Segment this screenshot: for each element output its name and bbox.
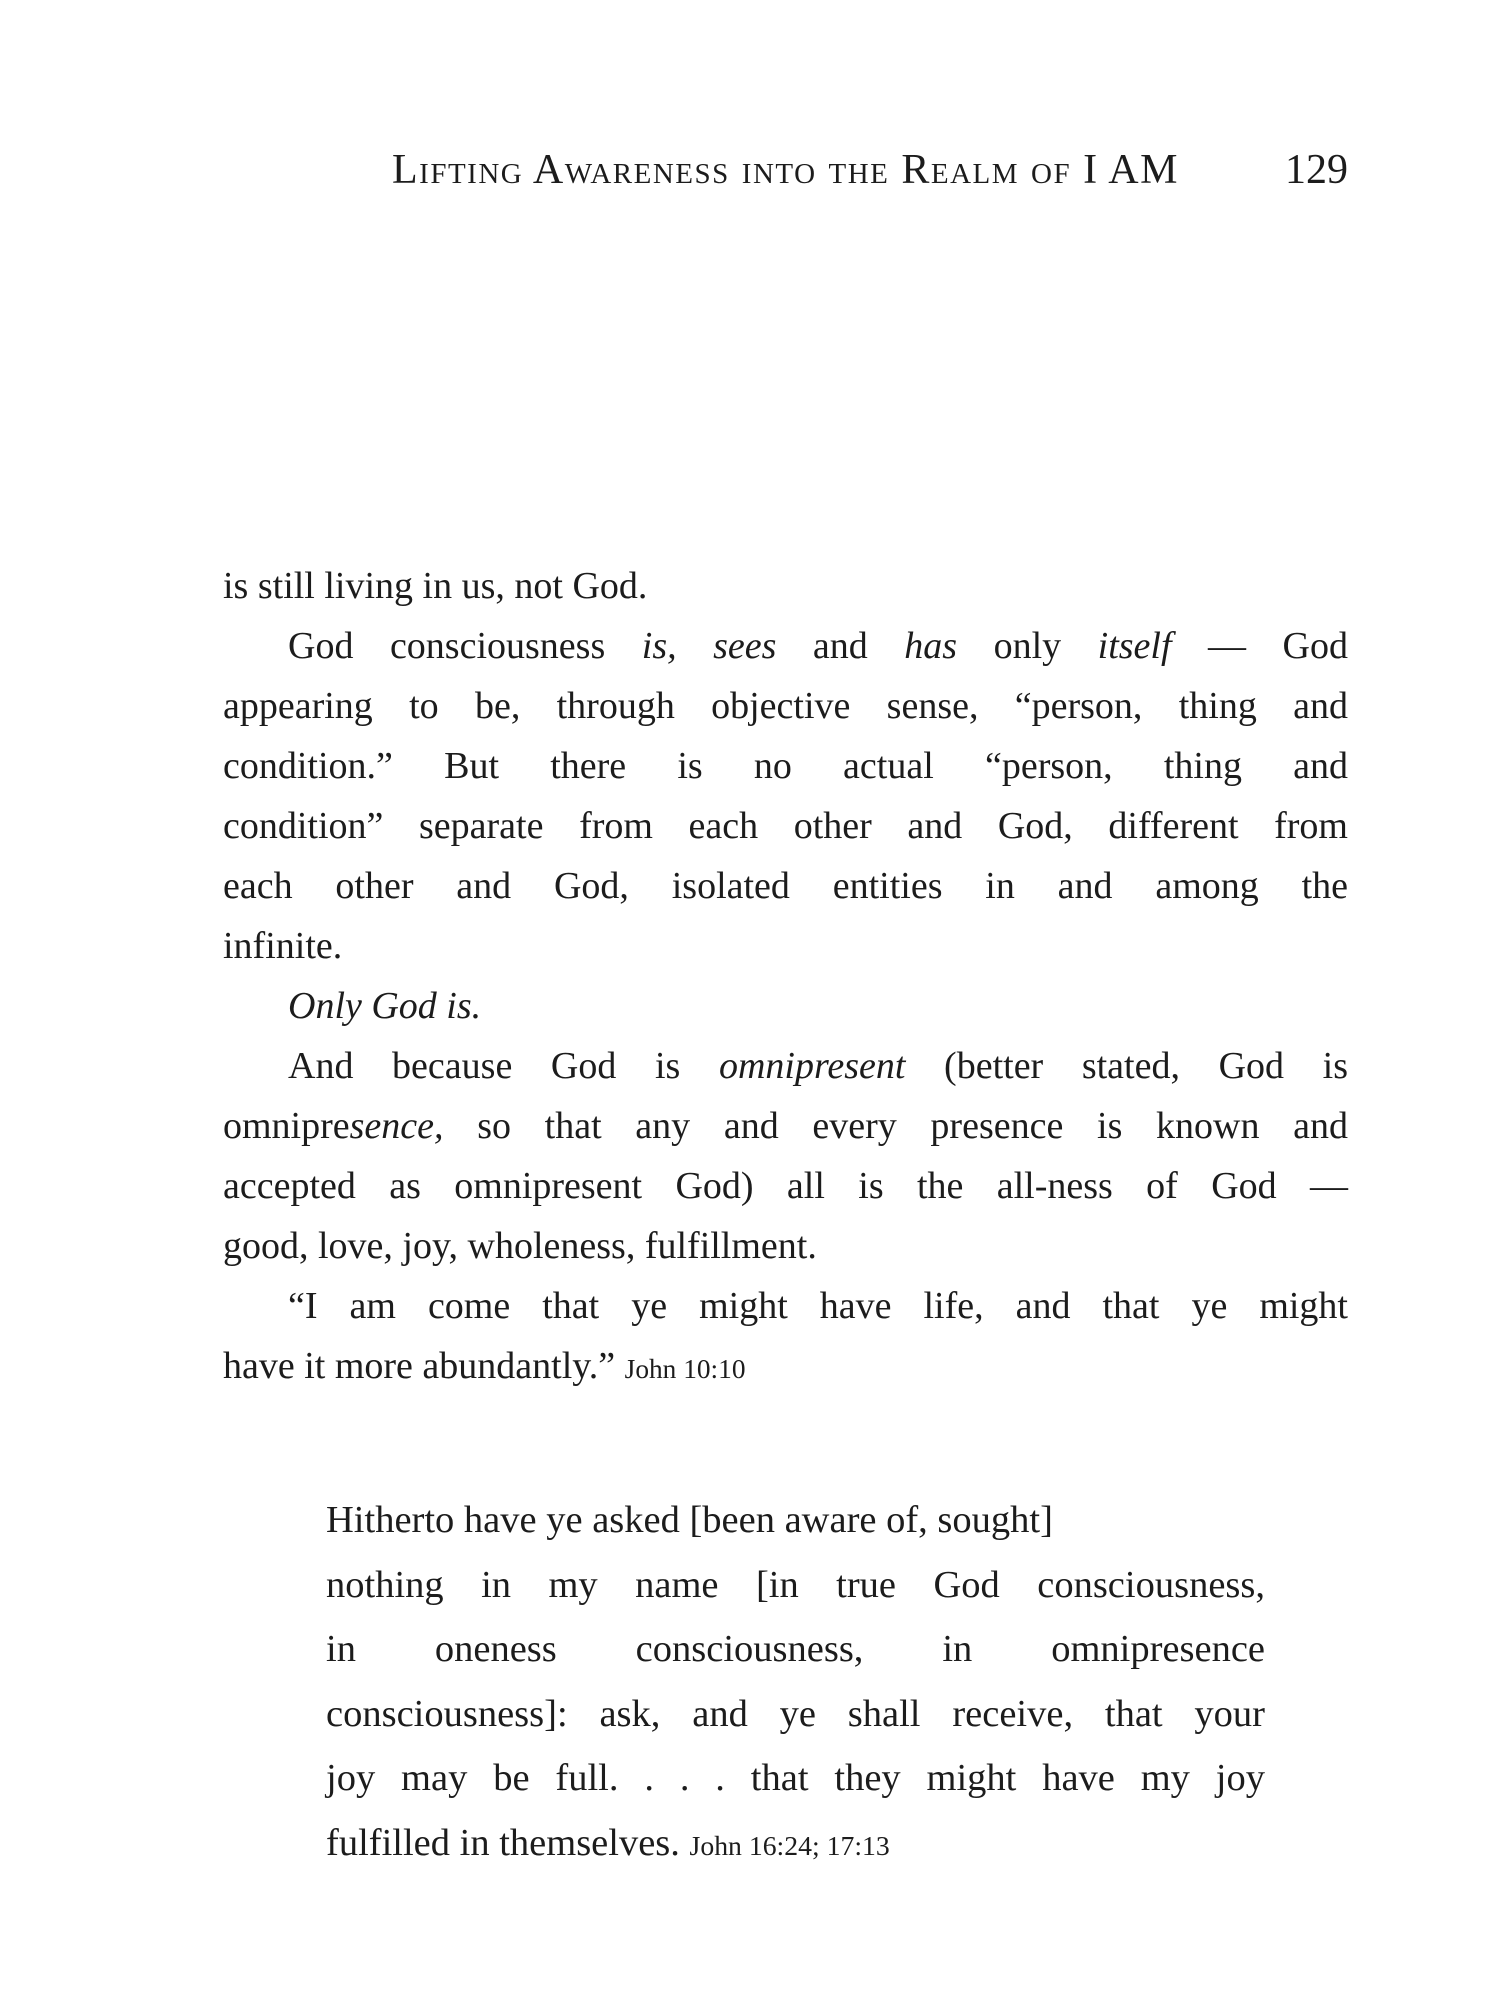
text-line <box>223 676 1348 736</box>
text-line <box>223 1156 1348 1216</box>
text-segment: appearing to be, through objective sense, “person, thing and <box>223 685 1348 727</box>
text-segment: consciousness]: ask, and ye shall receive, that your <box>326 1692 1265 1735</box>
text-line <box>326 1553 1265 1618</box>
text-line <box>223 976 1348 1036</box>
text-segment: And because God is <box>288 1045 719 1087</box>
text-line <box>223 856 1348 916</box>
scripture-citation: John 10:10 <box>624 1354 746 1384</box>
text-segment: condition.” But there is no actual “person, thing and <box>223 745 1348 787</box>
text-segment: has <box>904 625 958 667</box>
text-segment: omnipresent <box>718 1045 906 1087</box>
scripture-citation: John 16:24; 17:13 <box>689 1829 890 1861</box>
text-segment: God consciousness <box>288 625 642 667</box>
text-line <box>223 1096 1348 1156</box>
text-segment: (better stated, God is <box>905 1045 1348 1087</box>
text-segment: each other and God, isolated entities in and among the <box>223 865 1348 907</box>
text-segment: Only God is. <box>288 985 482 1027</box>
text-segment: and <box>776 625 905 667</box>
text-line <box>223 556 1348 616</box>
text-line <box>326 1746 1265 1811</box>
body-text <box>223 556 1348 1399</box>
running-header <box>223 146 1348 194</box>
text-segment: is still living in us, not God. <box>223 565 648 607</box>
text-segment: have it more abundantly.” <box>223 1345 625 1387</box>
text-segment: only <box>957 625 1098 667</box>
text-line <box>223 796 1348 856</box>
text-line <box>326 1811 1265 1879</box>
text-segment: condition” separate from each other and God, different from <box>223 805 1348 847</box>
text-segment: so that any and every presence is known and <box>443 1105 1348 1147</box>
text-segment: in oneness consciousness, in omnipresence <box>326 1628 1265 1670</box>
text-segment: accepted as omnipresent God) all is the all-ness of God — <box>223 1165 1348 1207</box>
text-segment: infinite. <box>223 925 343 967</box>
block-quote <box>326 1488 1265 1878</box>
text-segment: Hitherto have ye asked [been aware of, sought] <box>326 1499 1053 1541</box>
text-segment: omnipre <box>223 1105 350 1147</box>
text-line <box>223 1336 1348 1399</box>
text-segment: good, love, joy, wholeness, fulfillment. <box>223 1225 817 1267</box>
text-segment: is, sees <box>641 625 777 667</box>
text-line <box>326 1617 1265 1682</box>
text-segment: “I am come that ye might have life, and that ye might <box>288 1285 1348 1327</box>
text-line <box>223 916 1348 976</box>
text-segment: fulfilled in themselves. <box>326 1821 690 1864</box>
text-line <box>326 1488 1265 1553</box>
text-segment: — God <box>1171 625 1348 667</box>
text-segment: itself <box>1097 625 1172 667</box>
text-line <box>223 616 1348 676</box>
text-segment: sence, <box>349 1105 444 1147</box>
page-number: 129 <box>1285 147 1348 193</box>
text-line <box>223 1216 1348 1276</box>
text-segment: joy may be full. . . . that they might have my joy <box>326 1757 1265 1799</box>
header-title: Lifting Awareness into the Realm of I AM <box>392 147 1179 193</box>
text-line <box>223 1036 1348 1096</box>
text-line <box>326 1682 1265 1747</box>
text-line <box>223 736 1348 796</box>
text-segment: nothing in my name [in true God consciousness, <box>326 1563 1265 1606</box>
text-line <box>223 1276 1348 1336</box>
